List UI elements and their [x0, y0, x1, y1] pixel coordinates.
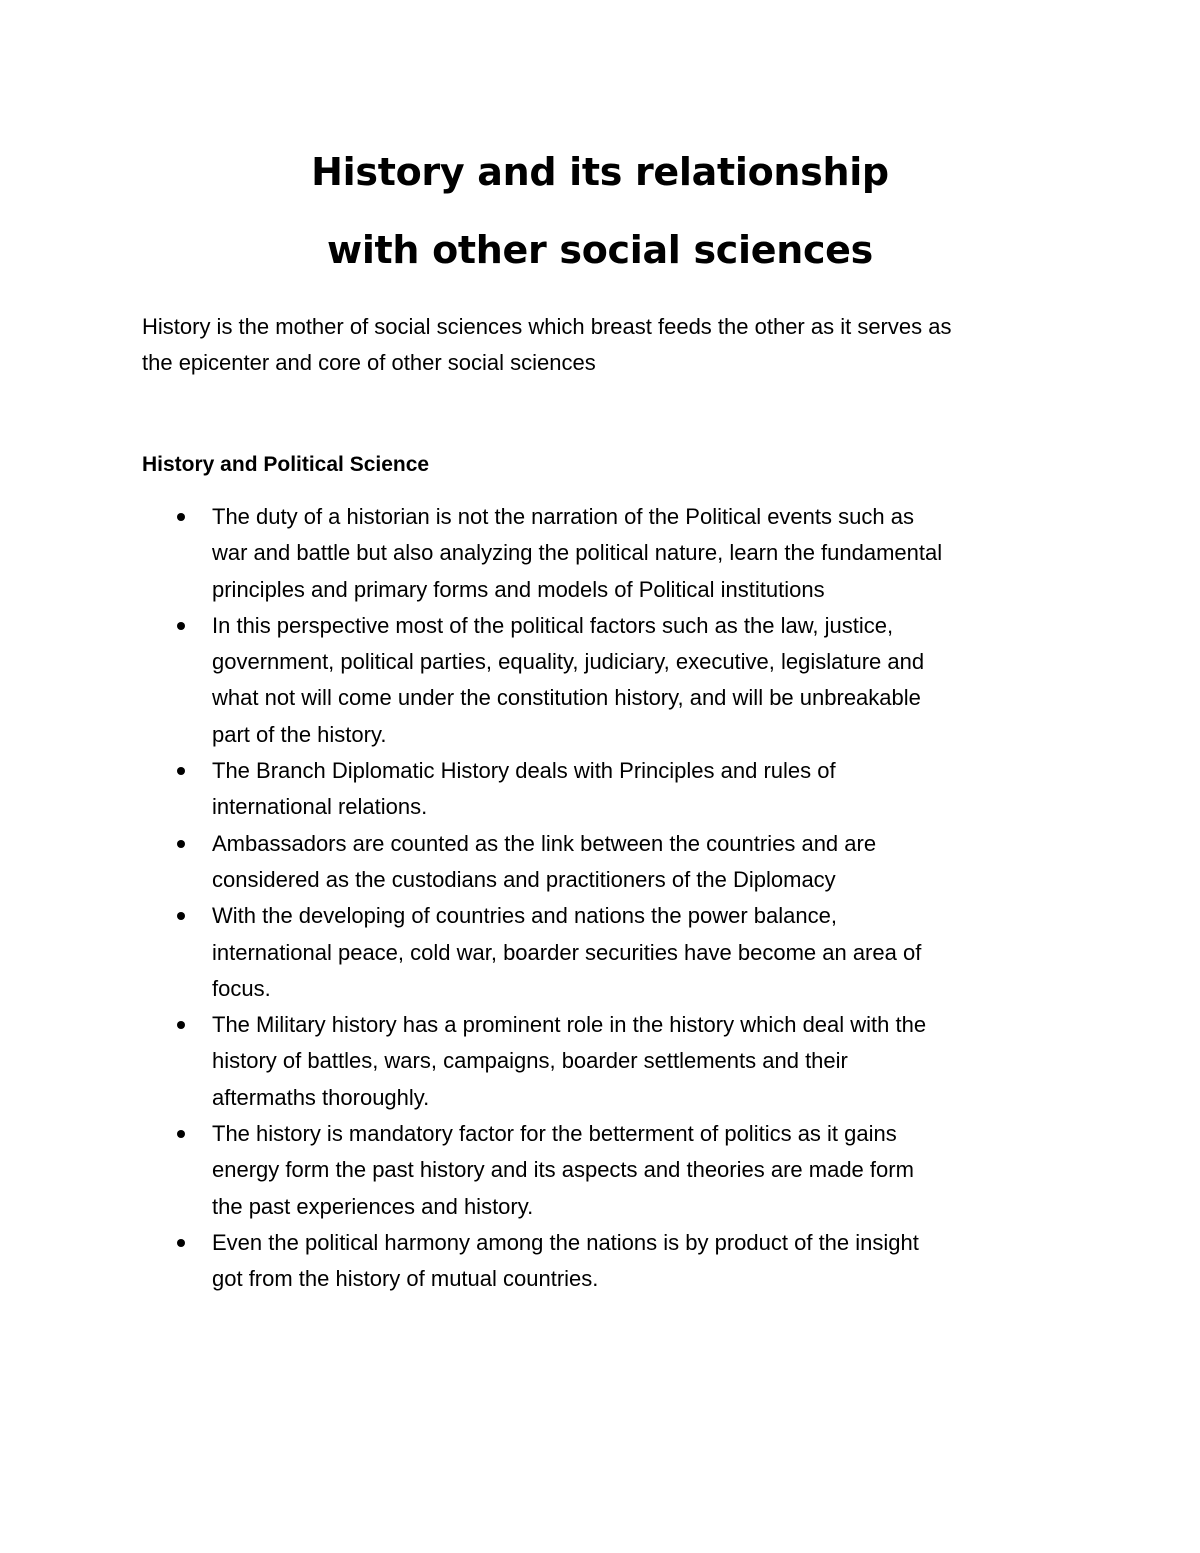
bullet-list	[0, 499, 1200, 1298]
intro-line-2: the epicenter and core of other social sciences	[142, 350, 596, 375]
bullet-item	[0, 1007, 1200, 1116]
bullet-text	[212, 898, 1200, 1007]
section-heading: History and Political Science	[142, 453, 430, 476]
bullet-line: The Branch Diplomatic History deals with Principles and rules of	[212, 758, 836, 784]
bullet-dot-icon	[177, 840, 185, 848]
bullet-text	[212, 1116, 1200, 1225]
bullet-dot-icon	[177, 767, 185, 775]
bullet-text	[212, 826, 1200, 899]
bullet-line: energy form the past history and its aspects and theories are made form	[212, 1157, 914, 1183]
intro-paragraph	[142, 309, 1092, 381]
bullet-dot-icon	[177, 912, 185, 920]
bullet-dot-icon	[177, 1130, 185, 1138]
bullet-text	[212, 499, 1200, 608]
bullet-text	[212, 753, 1200, 826]
bullet-dot-icon	[177, 513, 185, 521]
bullet-line: Ambassadors are counted as the link between the countries and are	[212, 830, 877, 856]
bullet-line: With the developing of countries and nations the power balance,	[212, 903, 837, 929]
bullet-line: principles and primary forms and models of Political institutions	[212, 576, 825, 602]
bullet-line: government, political parties, equality, judiciary, executive, legislature and	[212, 649, 925, 675]
bullet-item	[0, 826, 1200, 899]
intro-line-1: History is the mother of social sciences which breast feeds the other as it serves as	[142, 314, 952, 339]
bullet-item	[0, 1116, 1200, 1225]
bullet-item	[0, 608, 1200, 753]
document-title	[0, 150, 1200, 272]
bullet-line: In this perspective most of the political factors such as the law, justice,	[212, 612, 894, 638]
bullet-line: what not will come under the constitution history, and will be unbreakable	[212, 685, 921, 711]
bullet-dot-icon	[177, 1021, 185, 1029]
bullet-dot-icon	[177, 1239, 185, 1247]
bullet-line: The history is mandatory factor for the betterment of politics as it gains	[212, 1121, 897, 1147]
bullet-line: Even the political harmony among the nations is by product of the insight	[212, 1229, 919, 1255]
title-line-2: with other social sciences	[327, 228, 873, 272]
bullet-line: considered as the custodians and practitioners of the Diplomacy	[212, 866, 836, 892]
title-line-1: History and its relationship	[311, 150, 889, 194]
bullet-item	[0, 1225, 1200, 1298]
bullet-line: The Military history has a prominent role in the history which deal with the	[212, 1012, 927, 1038]
bullet-line: got from the history of mutual countries.	[212, 1266, 599, 1292]
bullet-line: international peace, cold war, boarder securities have become an area of	[212, 939, 922, 965]
bullet-text	[212, 1225, 1200, 1298]
bullet-item	[0, 898, 1200, 1007]
bullet-item	[0, 753, 1200, 826]
bullet-line: international relations.	[212, 794, 428, 820]
bullet-line: the past experiences and history.	[212, 1193, 534, 1219]
bullet-line: history of battles, wars, campaigns, boarder settlements and their	[212, 1048, 848, 1074]
bullet-text	[212, 608, 1200, 753]
bullet-line: war and battle but also analyzing the political nature, learn the fundamental	[212, 540, 943, 566]
bullet-line: The duty of a historian is not the narration of the Political events such as	[212, 504, 914, 529]
bullet-text	[212, 1007, 1200, 1116]
bullet-item	[0, 499, 1200, 608]
bullet-line: focus.	[212, 975, 271, 1001]
bullet-dot-icon	[177, 622, 185, 630]
bullet-line: aftermaths thoroughly.	[212, 1084, 430, 1110]
bullet-line: part of the history.	[212, 721, 387, 747]
